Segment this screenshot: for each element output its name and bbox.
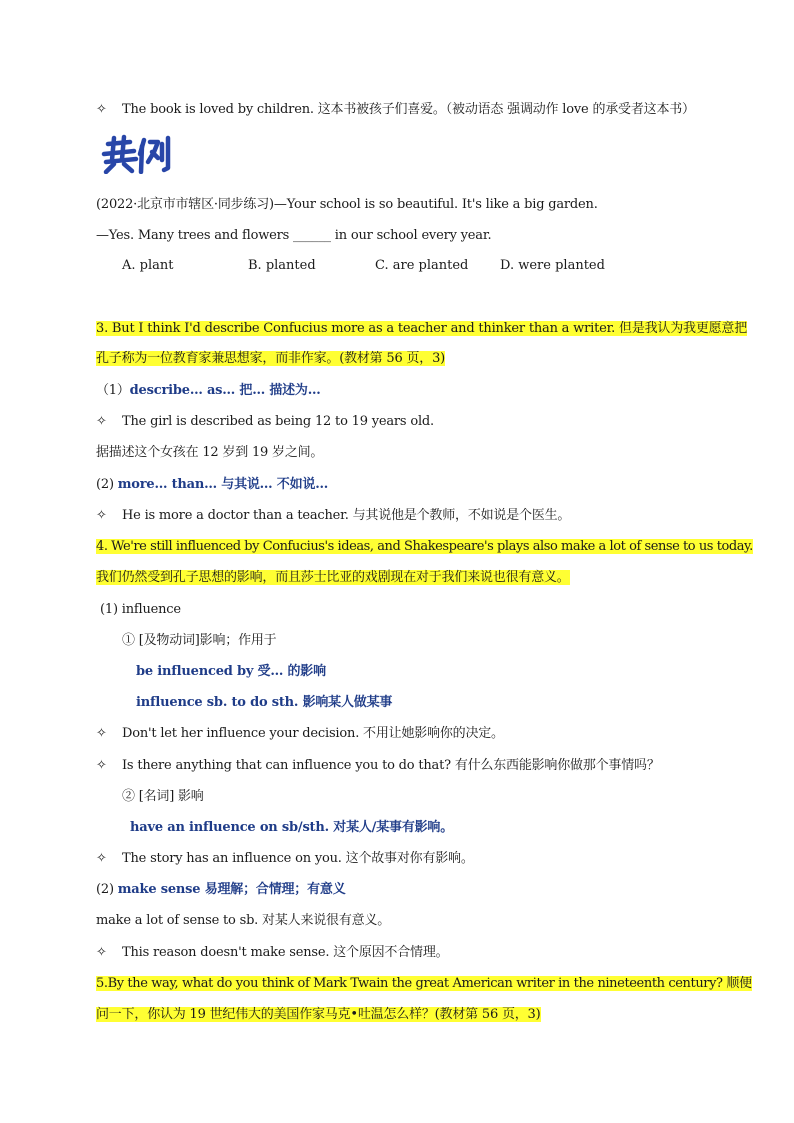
section-4-heading: 4. We're still influenced by Confucius's ideas, and Shakespeare's plays also make a lot of sense to us today.	[96, 539, 753, 554]
option-d[interactable]: D. were planted	[500, 258, 605, 273]
section-3-translation: 孔子称为一位教育家兼思想家，而非作家。(教材第 56 页，3)	[96, 351, 446, 366]
example-logo-icon	[100, 132, 172, 174]
sense-noun: ② [名词] 影响	[122, 789, 204, 804]
example-sentence: ✧ Don't let her influence your decision. 不用让她影响你的决定。	[96, 726, 504, 741]
section-4-translation: 我们仍然受到孔子思想的影响，而且莎士比亚的戏剧现在对于我们来说也很有意义。	[96, 570, 570, 585]
example-sentence: ✧ The story has an influence on you. 这个故事对你有影响。	[96, 851, 474, 866]
phrase-influence-sb-to-do: influence sb. to do sth. 影响某人做某事	[136, 695, 393, 710]
phrase-make-a-lot-of-sense: make a lot of sense to sb. 对某人来说很有意义。	[96, 913, 391, 928]
phrase-have-an-influence-on: have an influence on sb/sth. 对某人/某事有影响。	[130, 820, 454, 835]
phrase-describe-as: （1）describe… as… 把… 描述为…	[96, 383, 321, 398]
option-a[interactable]: A. plant	[122, 258, 174, 273]
sense-verb: ① [及物动词]影响；作用于	[122, 633, 277, 648]
section-5-heading: 5.By the way, what do you think of Mark Twain the great American writer in the nineteenth century? 顺便	[96, 976, 752, 991]
diamond-bullet-icon: ✧	[96, 758, 107, 773]
example-translation: 据描述这个女孩在 12 岁到 19 岁之间。	[96, 445, 324, 460]
word-influence: (1) influence	[100, 602, 181, 617]
phrase-more-than: (2) more… than… 与其说… 不如说…	[96, 477, 329, 492]
diamond-bullet-icon: ✧	[96, 102, 107, 117]
diamond-bullet-icon: ✧	[96, 726, 107, 741]
example-sentence: ✧ Is there anything that can influence you to do that? 有什么东西能影响你做那个事情吗？	[96, 758, 660, 773]
section-5-translation: 问一下，你认为 19 世纪伟大的美国作家马克•吐温怎么样？(教材第 56 页，3)	[96, 1007, 541, 1022]
example-sentence: ✧ This reason doesn't make sense. 这个原因不合情理。	[96, 945, 449, 960]
phrase-make-sense: (2) make sense 易理解；合情理；有意义	[96, 882, 346, 897]
option-c[interactable]: C. are planted	[375, 258, 469, 273]
example-sentence: ✧ The book is loved by children. 这本书被孩子们喜爱。（被动语态 强调动作 love 的承受者这本书）	[96, 102, 695, 117]
option-b[interactable]: B. planted	[248, 258, 316, 273]
diamond-bullet-icon: ✧	[96, 851, 107, 866]
section-3-heading: 3. But I think I'd describe Confucius more as a teacher and thinker than a writer. 但是我认为我更愿意把	[96, 321, 748, 336]
question-text: (2022·北京市市辖区·同步练习)—Your school is so beautiful. It's like a big garden.	[96, 197, 598, 212]
phrase-be-influenced-by: be influenced by 受… 的影响	[136, 664, 326, 679]
question-blank-line: —Yes. Many trees and flowers ______ in our school every year.	[96, 228, 492, 243]
diamond-bullet-icon: ✧	[96, 508, 107, 523]
example-sentence: ✧ He is more a doctor than a teacher. 与其说他是个教师，不如说是个医生。	[96, 508, 571, 523]
example-sentence: ✧ The girl is described as being 12 to 19 years old.	[96, 414, 434, 429]
diamond-bullet-icon: ✧	[96, 945, 107, 960]
diamond-bullet-icon: ✧	[96, 414, 107, 429]
